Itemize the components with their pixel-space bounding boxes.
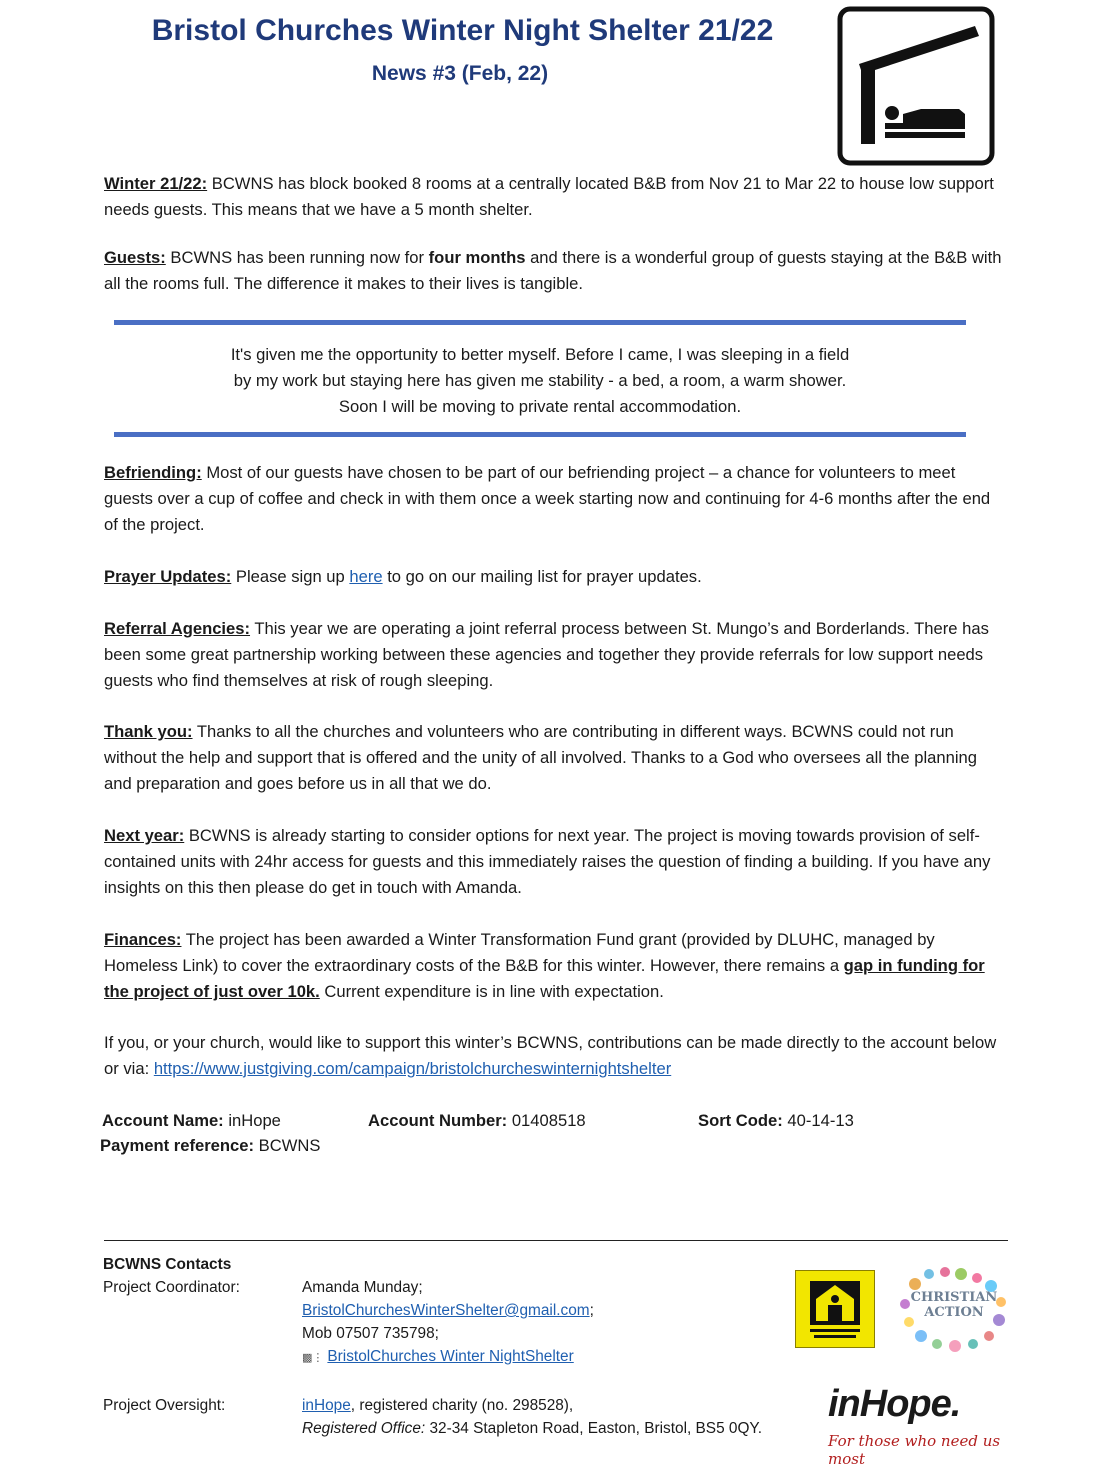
footer-divider xyxy=(104,1240,1008,1241)
quote-top-rule xyxy=(114,320,966,325)
night-shelters-accreditation-logo xyxy=(795,1270,875,1348)
support-paragraph xyxy=(104,1030,1004,1082)
oversight-label: Project Oversight: xyxy=(103,1397,226,1414)
funding-gap-text: gap in funding for the project of just over 10k. xyxy=(104,956,985,1001)
christian-action-logo-line-2: ACTION xyxy=(924,1305,984,1320)
account-number-value: 01408518 xyxy=(507,1111,586,1130)
thanks-text: Thanks to all the churches and volunteers who are contributing in different ways. BCWNS could not run without the help and support that is offered and the unity of all involved. Thanks to a God who oversees all the planning and preparation and goes before us in all that we do. xyxy=(104,722,977,793)
prayer-text-2: to go on our mailing list for prayer updates. xyxy=(382,567,702,586)
guests-label: Guests: xyxy=(104,248,166,267)
referral-paragraph xyxy=(104,616,1004,694)
account-number-label: Account Number: xyxy=(368,1111,508,1130)
facebook-icon: ▩⋮ xyxy=(302,1352,324,1364)
email-semicolon: ; xyxy=(589,1302,594,1319)
nextyear-paragraph xyxy=(104,823,1004,901)
inhope-logo: inHope. xyxy=(828,1383,961,1425)
facebook-page-link[interactable]: BristolChurches Winter NightShelter xyxy=(327,1348,574,1365)
guests-text-1: BCWNS has been running now for xyxy=(165,248,429,267)
finances-label: Finances: xyxy=(104,930,182,949)
winter-label: Winter 21/22: xyxy=(104,174,208,193)
registered-office-line xyxy=(302,1417,762,1440)
guests-bold: four months xyxy=(428,248,526,267)
guests-text-2: and there is a wonderful group of guests staying at the B&B with all the rooms full. The difference it makes to their lives is tangible. xyxy=(104,248,1002,293)
winter-text-2: at a centrally located B&B from Nov 21 to Mar 22 to house low support needs guests. This means that we have a 5 month shelter. xyxy=(104,174,994,219)
prayer-text-1: Please sign up xyxy=(231,567,350,586)
quote-line-2: by my work but staying here has given me stability - a bed, a room, a warm shower. xyxy=(233,371,847,390)
winter-paragraph xyxy=(104,171,1004,223)
christian-action-logo-line-1: CHRISTIAN xyxy=(910,1290,998,1305)
oversight-details xyxy=(302,1394,762,1440)
inhope-tagline: For those who need us most xyxy=(828,1432,1001,1468)
justgiving-link[interactable]: https://www.justgiving.com/campaign/bristolchurcheswinternightshelter xyxy=(153,1059,672,1078)
payment-reference-label: Payment reference: xyxy=(100,1136,255,1155)
sort-code-label: Sort Code: xyxy=(698,1111,783,1130)
referral-text: This year we are operating a joint referral process between St. Mungo’s and Borderlands. There has been some great partnership working between these agencies and together they provide referrals for low support needs guests who find themselves at risk of rough sleeping. xyxy=(104,619,989,690)
winter-text-1: BCWNS has block booked 8 rooms xyxy=(207,174,472,193)
finances-text-1: The project has been awarded a Winter Transformation Fund grant (provided by DLUHC, managed by Homeless Link) to cover the extraordinary costs of the B&B for this winter. However, there remains a xyxy=(104,930,935,975)
befriending-text: Most of our guests have chosen to be part of our befriending project – a chance for volunteers to meet guests over a cup of coffee and check in with them once a week starting now and continuing for 4-6 months after the end of the project. xyxy=(104,463,991,534)
oversight-text: , registered charity (no. 298528), xyxy=(350,1397,574,1414)
prayer-paragraph xyxy=(104,564,1004,590)
support-text: If you, or your church, would like to support this winter’s BCWNS, contributions can be made directly to the account below or via: xyxy=(104,1033,997,1078)
coordinator-facebook-line xyxy=(302,1345,594,1370)
referral-label: Referral Agencies: xyxy=(104,619,251,638)
quote-line-1: It's given me the opportunity to better myself. Before I came, I was sleeping in a field xyxy=(230,345,850,364)
guest-quote xyxy=(100,342,980,420)
finances-paragraph xyxy=(104,927,1004,1005)
account-name-label: Account Name: xyxy=(102,1111,224,1130)
prayer-label: Prayer Updates: xyxy=(104,567,232,586)
befriending-paragraph xyxy=(104,460,1004,538)
registered-office-text: 32-34 Stapleton Road, Easton, Bristol, BS5 0QY. xyxy=(425,1420,762,1437)
prayer-signup-link[interactable]: here xyxy=(349,567,383,586)
sort-code xyxy=(698,1108,854,1134)
quote-bottom-rule xyxy=(114,432,966,437)
sort-code-value: 40-14-13 xyxy=(782,1111,854,1130)
quote-line-3: Soon I will be moving to private rental accommodation. xyxy=(338,397,742,416)
page-subtitle: News #3 (Feb, 22) xyxy=(371,62,549,85)
coordinator-email-link[interactable]: BristolChurchesWinterShelter@gmail.com xyxy=(302,1302,590,1319)
thanks-label: Thank you: xyxy=(104,722,193,741)
shelter-bed-icon xyxy=(837,6,995,166)
inhope-link[interactable]: inHope xyxy=(302,1397,351,1414)
coordinator-email-line xyxy=(302,1299,594,1322)
coordinator-mobile: Mob 07507 735798; xyxy=(302,1325,439,1342)
coordinator-label: Project Coordinator: xyxy=(103,1279,240,1296)
befriending-label: Befriending: xyxy=(104,463,202,482)
page-title: Bristol Churches Winter Night Shelter 21/22 xyxy=(151,14,774,47)
night-shelters-house-icon xyxy=(796,1271,874,1347)
nextyear-text: BCWNS is already starting to consider options for next year. The project is moving towards provision of self-contained units with 24hr access for guests and this immediately raises the question of finding a building. If you have any insights on this then please do get in touch with Amanda. xyxy=(104,826,991,897)
account-name-value: inHope xyxy=(223,1111,281,1130)
guests-paragraph xyxy=(104,245,1004,297)
oversight-line xyxy=(302,1394,762,1417)
thanks-paragraph xyxy=(104,719,1004,797)
nextyear-label: Next year: xyxy=(104,826,185,845)
registered-office-label: Registered Office: xyxy=(302,1420,426,1437)
payment-reference-value: BCWNS xyxy=(254,1136,321,1155)
account-name xyxy=(102,1108,281,1134)
christian-action-logo-text xyxy=(895,1290,1013,1320)
account-number xyxy=(368,1108,586,1134)
finances-text-2: Current expenditure is in line with expectation. xyxy=(319,982,664,1001)
coordinator-details xyxy=(302,1276,594,1370)
payment-reference xyxy=(100,1133,320,1159)
coordinator-name: Amanda Munday; xyxy=(302,1279,423,1296)
contacts-heading: BCWNS Contacts xyxy=(103,1256,232,1273)
